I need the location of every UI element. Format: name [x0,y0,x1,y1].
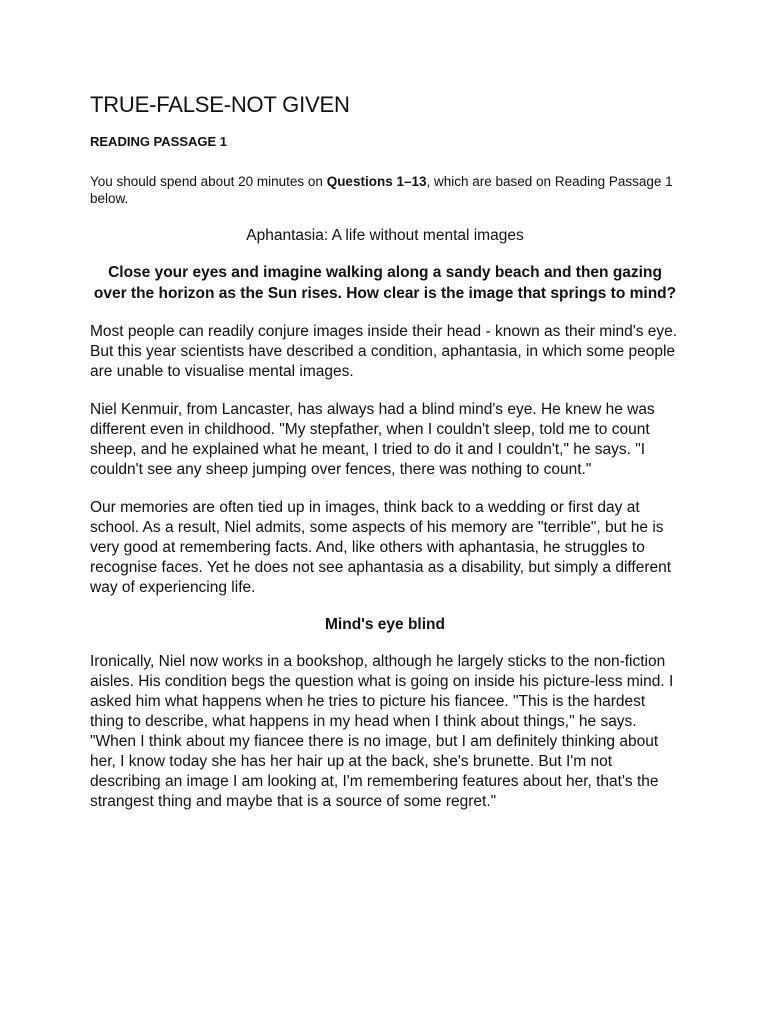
paragraph: Ironically, Niel now works in a bookshop, although he largely sticks to the non-fiction aisles. His condition begs the question what is going on inside his picture-less mind. I asked him what happens when he tries to picture his fiancee. "This is the hardest thing to describe, what happens in my head when I think about things," he says. "When I think about my fiancee there is no image, but I am definitely thinking about her, I know today she has her hair up at the back, she's brunette. But I'm not describing an image I am looking at, I'm remembering features about her, that's the strangest thing and maybe that is a source of some regret." [90,653,674,810]
paragraph: Our memories are often tied up in images, think back to a wedding or first day at school. As a result, Niel admits, some aspects of his memory are "terrible", but he is very good at remembering facts. And, like others with aphantasia, he struggles to recognise faces. Yet he does not see aphantasia as a disability, but simply a different way of experiencing life. [90,499,672,596]
paragraph: Most people can readily conjure images inside their head - known as their mind's eye. But this year scientists have described a condition, aphantasia, in which some people are unable to visualise mental images. [90,323,678,380]
instructions-before: You should spend about 20 minutes on [90,174,327,189]
paragraph: Niel Kenmuir, from Lancaster, has always had a blind mind's eye. He knew he was different even in childhood. "My stepfather, when I couldn't sleep, told me to count sheep, and he explained what he meant, I tried to do it and I couldn't," he says. "I couldn't see any sheep jumping over fences, there was nothing to count." [90,401,655,478]
instructions [90,173,680,207]
instructions-questions: Questions 1–13 [326,174,427,189]
document-title: TRUE-FALSE-NOT GIVEN [90,92,350,117]
passage-title: Aphantasia: A life without mental images [246,227,524,244]
section-label: READING PASSAGE 1 [90,134,228,149]
passage-subtitle: Close your eyes and imagine walking along a sandy beach and then gazing over the horizon as the Sun rises. How clear is the image that springs to mind? [93,264,677,302]
section-subheading: Mind's eye blind [325,616,445,633]
instructions-after: , which are based on Reading Passage 1 below. [90,174,673,206]
document-content [90,92,680,830]
